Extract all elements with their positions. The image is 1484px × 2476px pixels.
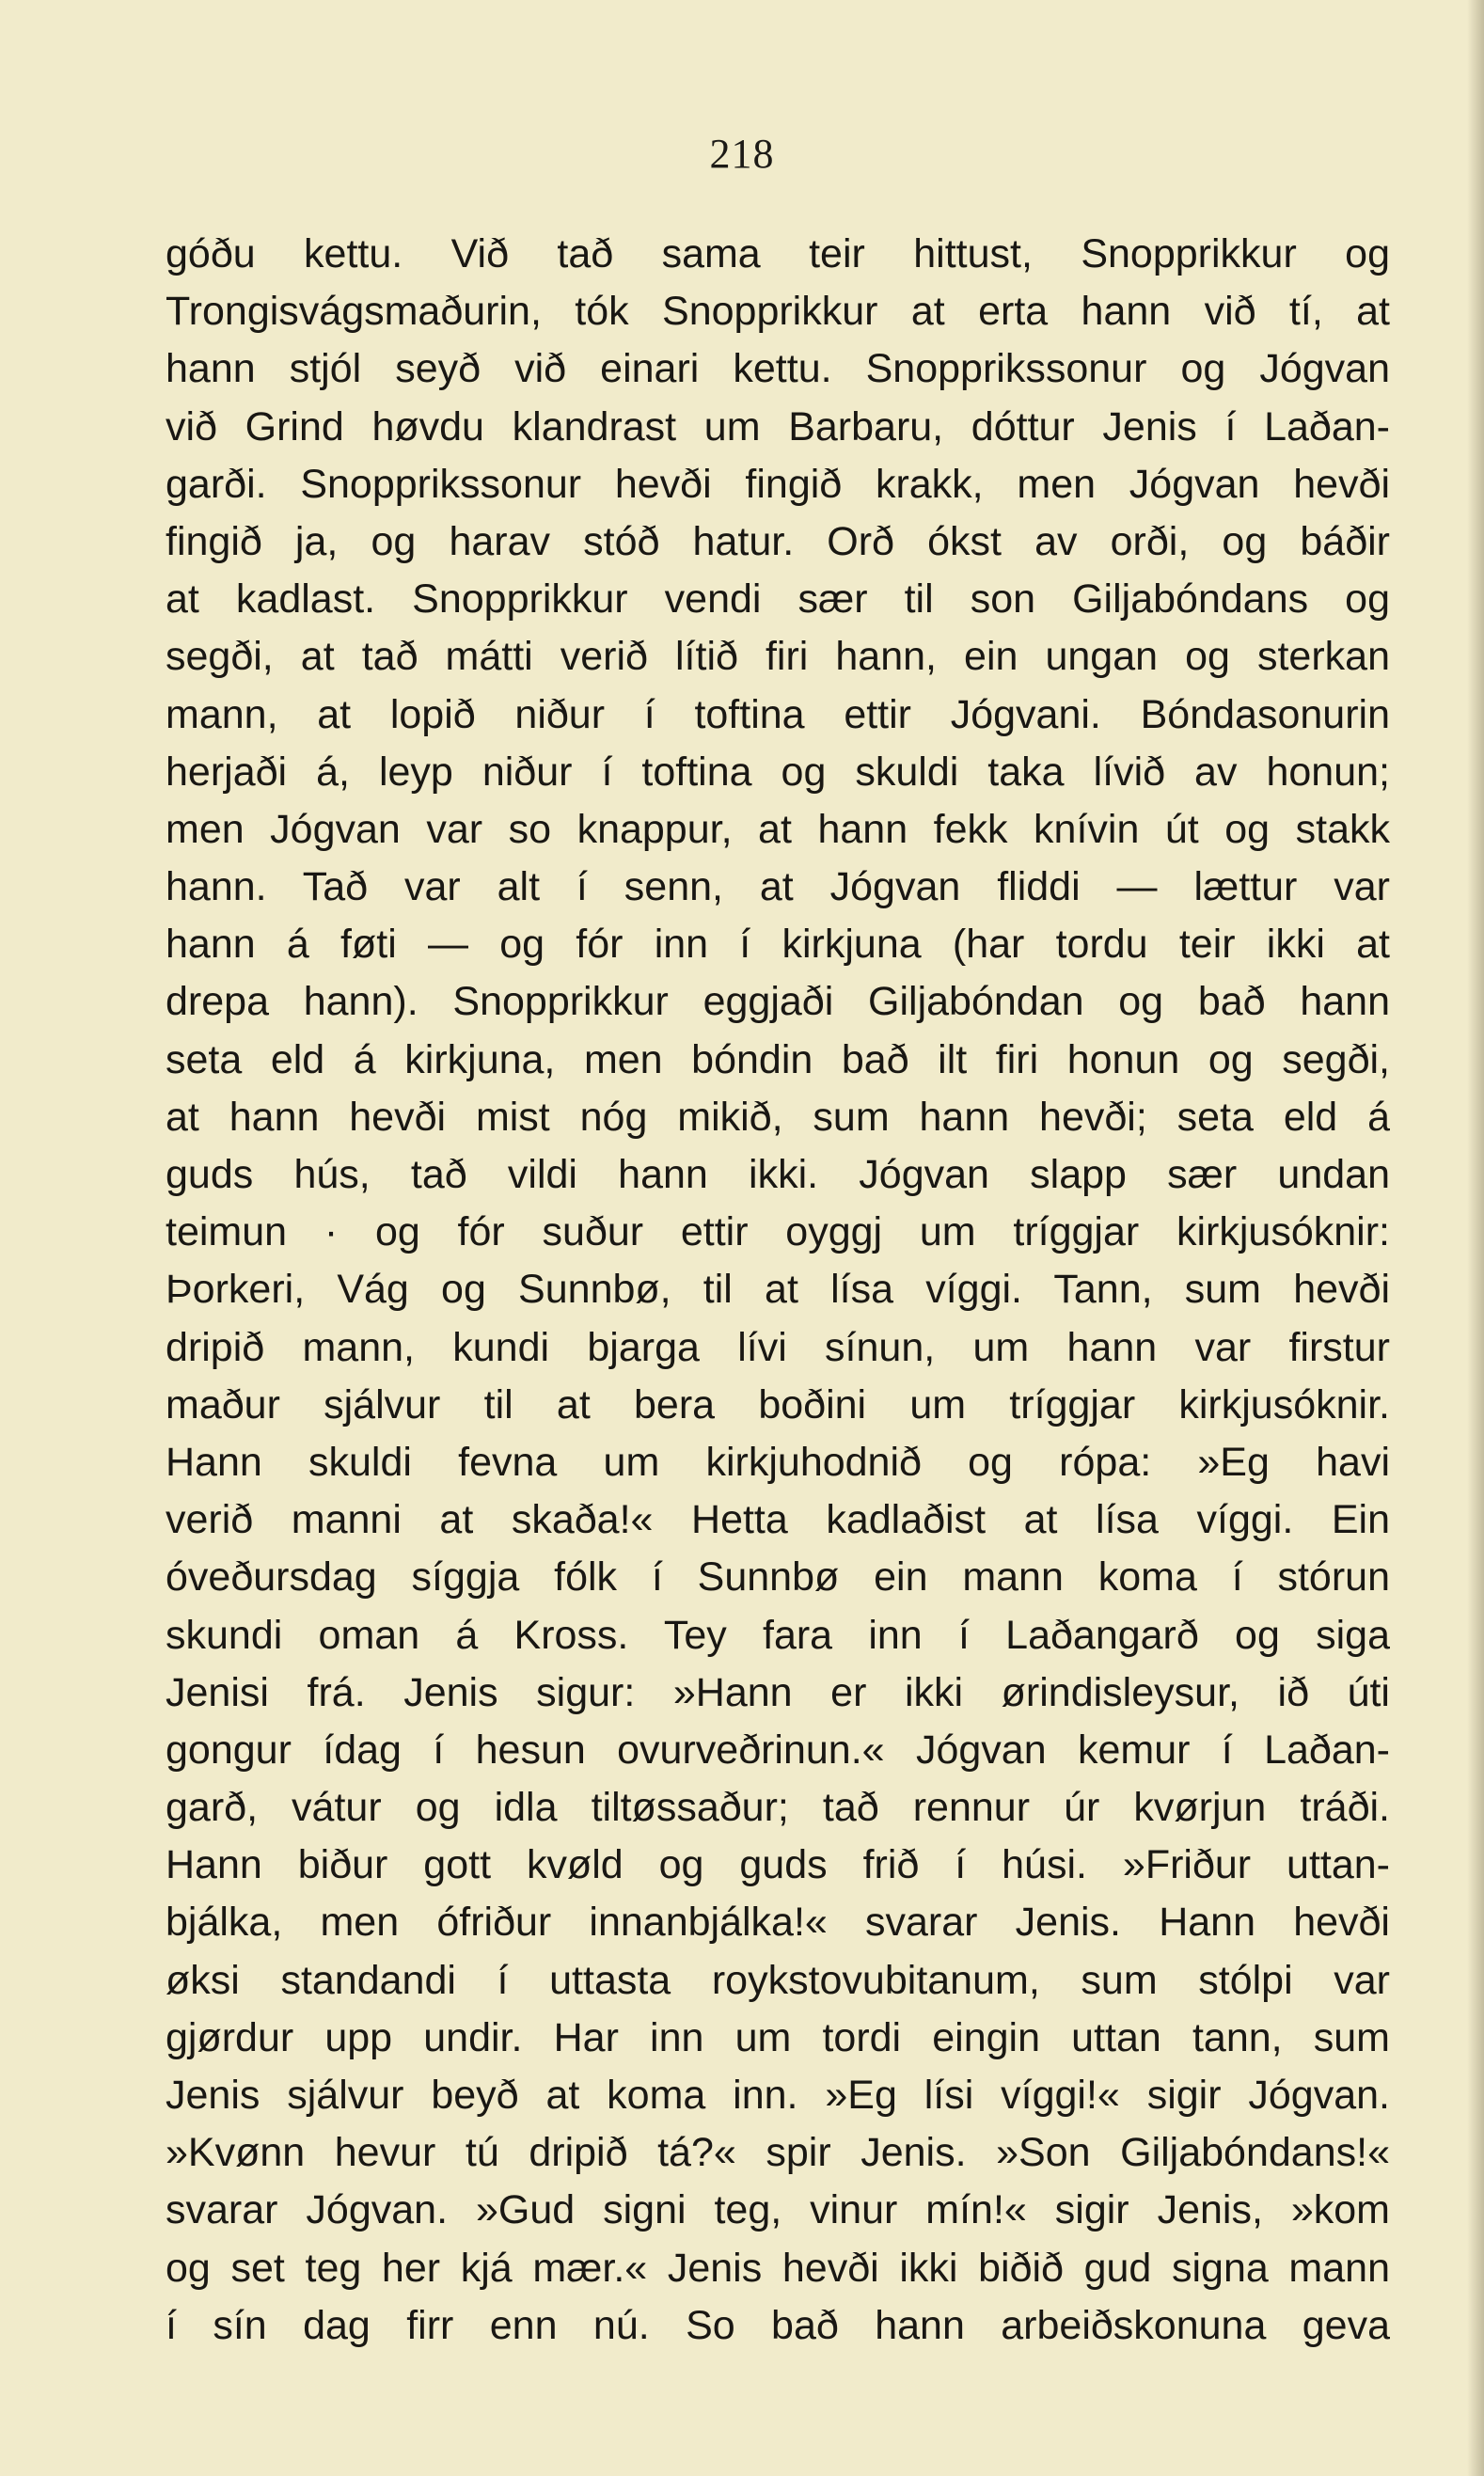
- text-line: Jenisi frá. Jenis sigur: »Hann er ikki ørindisleysur, ið úti: [166, 1669, 1390, 1715]
- text-line: svarar Jógvan. »Gud signi teg, vinur mín!« sigir Jenis, »kom: [166, 2187, 1390, 2233]
- text-line: bjálka, men ófriður innanbjálka!« svarar Jenis. Hann hevði: [166, 1900, 1390, 1946]
- text-line: maður sjálvur til at bera boðini um tríggjar kirkjusóknir.: [166, 1381, 1390, 1427]
- text-line: øksi standandi í uttasta roykstovubitanum, sum stólpi var: [166, 1957, 1390, 2003]
- text-line: góðu kettu. Við tað sama teir hittust, Snopprikkur og: [166, 231, 1390, 276]
- text-line: herjaði á, leyp niður í toftina og skuldi taka lívið av honun;: [166, 749, 1390, 795]
- text-line: hann stjól seyð við einari kettu. Snopprikssonur og Jógvan: [166, 346, 1390, 392]
- text-line: Hann skuldi fevna um kirkjuhodnið og rópa: »Eg havi: [166, 1439, 1390, 1485]
- text-line: hann. Tað var alt í senn, at Jógvan fliddi — lættur var: [166, 864, 1390, 910]
- text-line: dripið mann, kundi bjarga lívi sínun, um hann var firstur: [166, 1324, 1390, 1370]
- text-line: segði, at tað mátti verið lítið firi hann, ein ungan og sterkan: [166, 634, 1390, 680]
- text-line: verið manni at skaða!« Hetta kadlaðist at lísa víggi. Ein: [166, 1497, 1390, 1543]
- text-line: við Grind høvdu klandrast um Barbaru, dóttur Jenis í Laðan-: [166, 403, 1390, 449]
- page-number: 218: [709, 131, 775, 177]
- text-line: Hann biður gott kvøld og guds frið í húsi. »Friður uttan-: [166, 1842, 1390, 1888]
- body-text: [166, 226, 1390, 2355]
- text-line: teimun · og fór suður ettir oyggj um tríggjar kirkjusóknir:: [166, 1209, 1390, 1255]
- text-line: mann, at lopið niður í toftina ettir Jógvani. Bóndasonurin: [166, 691, 1390, 737]
- text-line: Þorkeri, Vág og Sunnbø, til at lísa víggi. Tann, sum hevði: [166, 1267, 1390, 1313]
- text-line: skundi oman á Kross. Tey fara inn í Laðangarð og siga: [166, 1612, 1390, 1658]
- text-line: »Kvønn hevur tú dripið tá?« spir Jenis. »Son Giljabóndans!«: [166, 2130, 1390, 2176]
- text-line: at kadlast. Snopprikkur vendi sær til son Giljabóndans og: [166, 576, 1390, 623]
- text-line: seta eld á kirkjuna, men bóndin bað ilt firi honun og segði,: [166, 1036, 1390, 1082]
- text-line: guds hús, tað vildi hann ikki. Jógvan slapp sær undan: [166, 1152, 1390, 1197]
- text-line: fingið ja, og harav stóð hatur. Orð ókst av orði, og báðir: [166, 518, 1390, 564]
- text-line: gjørdur upp undir. Har inn um tordi eingin uttan tann, sum: [166, 2014, 1390, 2060]
- text-line: gongur ídag í hesun ovurveðrinun.« Jógvan kemur í Laðan-: [166, 1727, 1390, 1773]
- text-line: Trongisvágsmaðurin, tók Snopprikkur at erta hann við tí, at: [166, 289, 1390, 335]
- text-line: hann á føti — og fór inn í kirkjuna (har tordu teir ikki at: [166, 922, 1390, 968]
- text-line: garði. Snopprikssonur hevði fingið krakk, men Jógvan hevði: [166, 461, 1390, 507]
- text-line: Jenis sjálvur beyð at koma inn. »Eg lísi víggi!« sigir Jógvan.: [166, 2073, 1390, 2118]
- text-line: at hann hevði mist nóg mikið, sum hann hevði; seta eld á: [166, 1094, 1390, 1140]
- text-line: drepa hann). Snopprikkur eggjaði Giljabóndan og bað hann: [166, 979, 1390, 1025]
- text-line: óveðursdag síggja fólk í Sunnbø ein mann koma í stórun: [166, 1554, 1390, 1601]
- text-line: og set teg her kjá mær.« Jenis hevði ikki biðið gud signa mann: [166, 2245, 1390, 2291]
- text-line: í sín dag firr enn nú. So bað hann arbeiðskonuna geva: [166, 2302, 1390, 2348]
- page-edge-shadow: [1467, 0, 1484, 2476]
- text-line: men Jógvan var so knappur, at hann fekk knívin út og stakk: [166, 806, 1390, 852]
- text-line: garð, vátur og idla tiltøssaður; tað rennur úr kvørjun tráði.: [166, 1785, 1390, 1831]
